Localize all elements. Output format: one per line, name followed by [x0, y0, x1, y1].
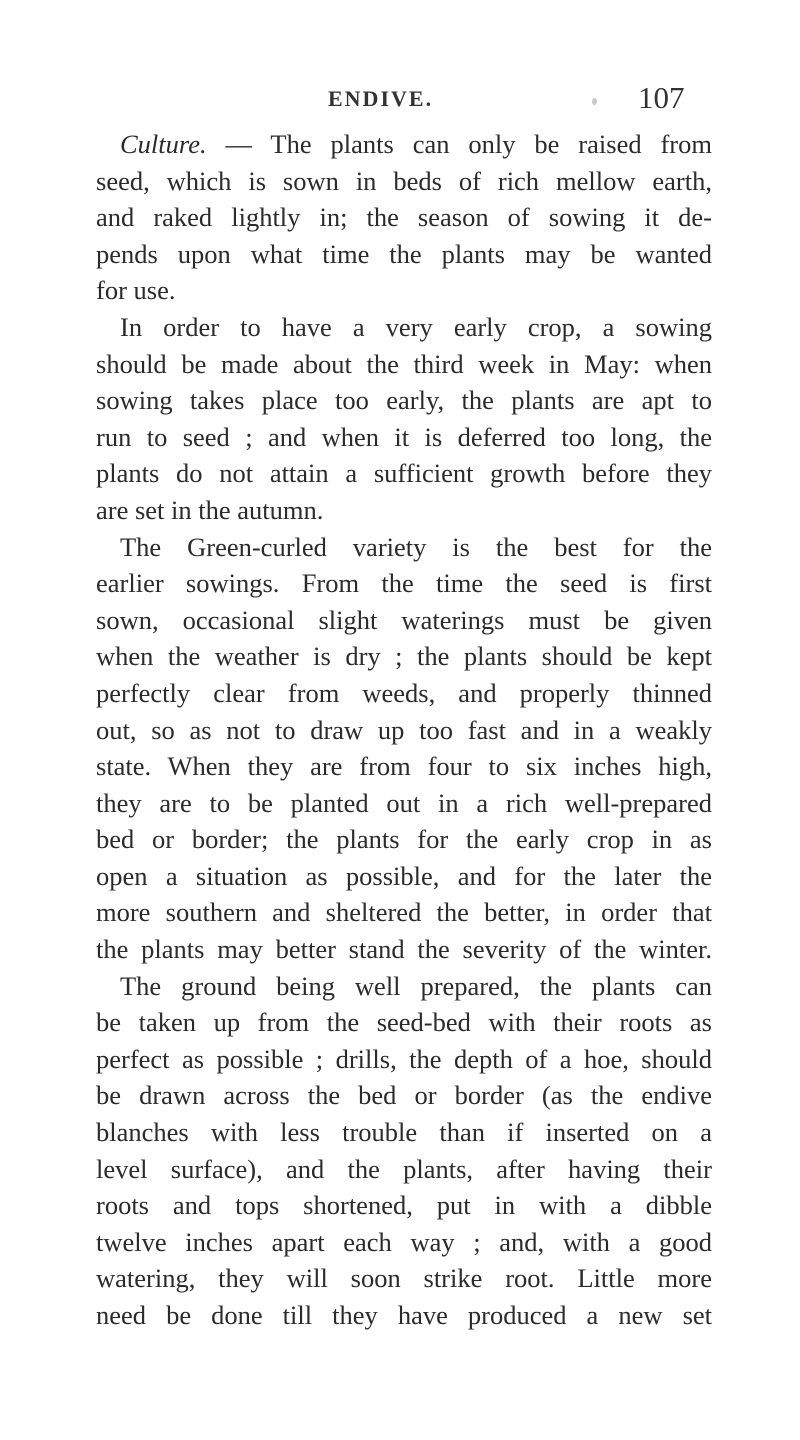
- text-line: and raked lightly in; the season of sowing it de-: [96, 202, 712, 233]
- text-line: open a situation as possible, and for the later the: [96, 860, 712, 891]
- text-line: the plants may better stand the severity of the winter.: [96, 934, 712, 965]
- culture-label: Culture.: [120, 129, 207, 159]
- text-line: more southern and sheltered the better, in order that: [96, 897, 712, 928]
- text-line: In order to have a very early crop, a sowing: [120, 311, 712, 342]
- text-line: sown, occasional slight waterings must be given: [96, 604, 712, 635]
- text-line: perfect as possible ; drills, the depth of a hoe, should: [96, 1043, 712, 1074]
- text-line: earlier sowings. From the time the seed is first: [96, 568, 712, 599]
- ink-smudge: [592, 98, 597, 105]
- text-line: for use.: [96, 275, 176, 306]
- text-line: be taken up from the seed-bed with their roots as: [96, 1007, 712, 1038]
- text-line: perfectly clear from weeds, and properly thinned: [96, 677, 712, 708]
- text-line: state. When they are from four to six inches high,: [96, 751, 712, 782]
- text-line: The ground being well prepared, the plants can: [120, 970, 712, 1001]
- running-head: ENDIVE.: [328, 86, 434, 111]
- text-line: when the weather is dry ; the plants should be kept: [96, 641, 712, 672]
- page-header: [0, 80, 800, 120]
- text-line: seed, which is sown in beds of rich mellow earth,: [96, 165, 712, 196]
- text-line: plants do not attain a sufficient growth before they: [96, 458, 712, 489]
- text-line: watering, they will soon strike root. Little more: [96, 1263, 712, 1294]
- text-line: out, so as not to draw up too fast and in a weakly: [96, 714, 712, 745]
- text-line: twelve inches apart each way ; and, with a good: [96, 1226, 712, 1257]
- text-line: [96, 126, 712, 163]
- text-line: bed or border; the plants for the early crop in as: [96, 824, 712, 855]
- text-line: they are to be planted out in a rich well-prepared: [96, 787, 712, 818]
- text-line: should be made about the third week in May: when: [96, 348, 712, 379]
- text-line: The Green-curled variety is the best for the: [120, 531, 712, 562]
- text-line-content: — The plants can only be raised from: [206, 129, 712, 159]
- text-line: sowing takes place too early, the plants are apt to: [96, 385, 712, 416]
- text-line: roots and tops shortened, put in with a dibble: [96, 1190, 712, 1221]
- text-line: be drawn across the bed or border (as the endive: [96, 1080, 712, 1111]
- text-line: need be done till they have produced a new set: [96, 1300, 712, 1330]
- text-line: run to seed ; and when it is deferred too long, the: [96, 421, 712, 452]
- text-line: pends upon what time the plants may be wanted: [96, 238, 712, 269]
- text-line: blanches with less trouble than if inserted on a: [96, 1117, 712, 1148]
- page-number: 107: [638, 80, 685, 115]
- text-line: are set in the autumn.: [96, 494, 324, 525]
- body-text: [96, 126, 712, 1334]
- text-line: level surface), and the plants, after having their: [96, 1153, 712, 1184]
